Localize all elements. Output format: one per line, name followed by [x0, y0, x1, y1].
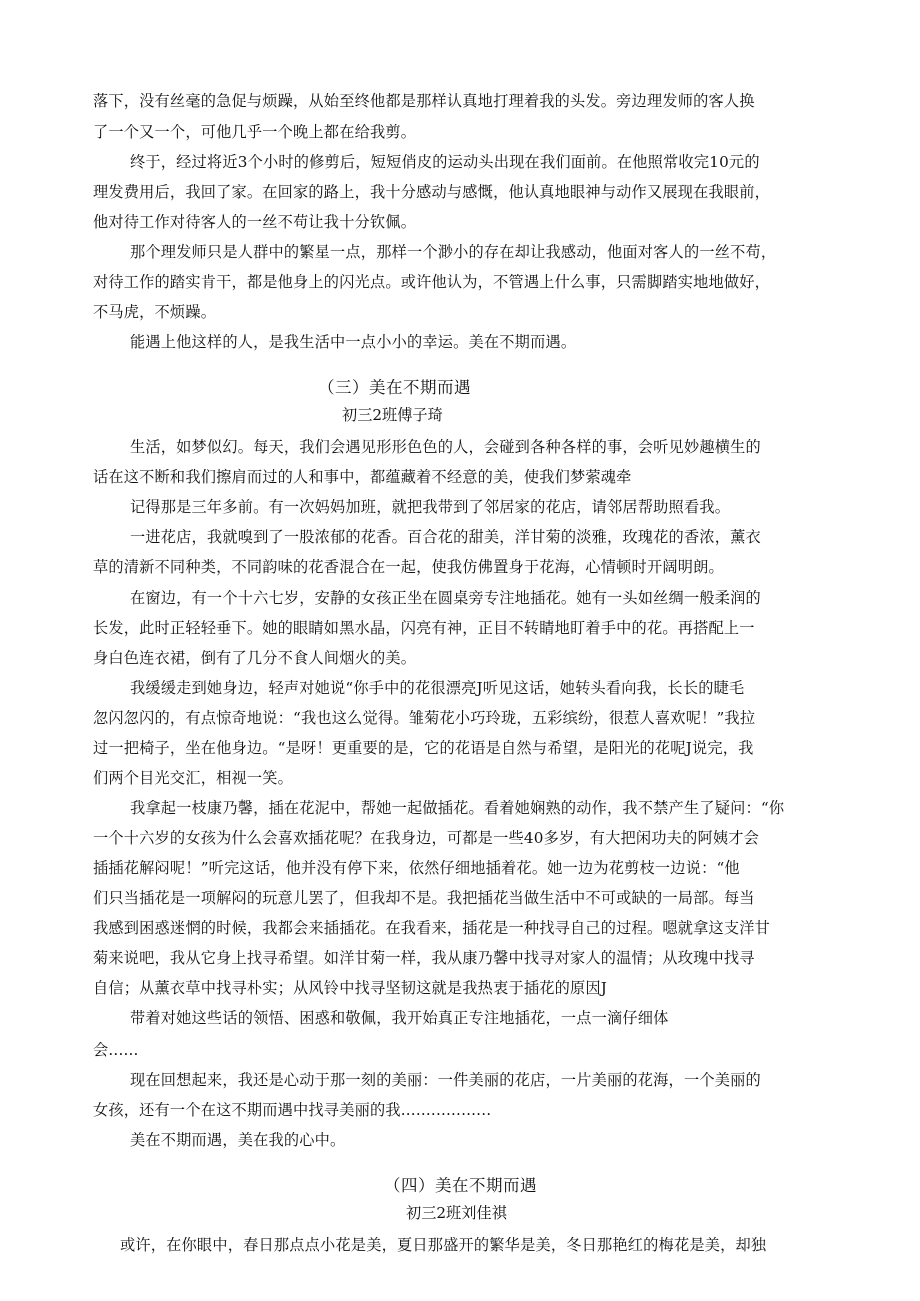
paragraph-line: 过一把椅子，坐在他身边。“是呀！更重要的是，它的花语是自然与希望，是阳光的花呢J说完，我 — [93, 739, 754, 757]
paragraph-line: 自信；从薰衣草中找寻朴实；从风铃中找寻坚韧这就是我热衷于插花的原因J — [93, 979, 608, 997]
paragraph-line: 们两个目光交汇，相视一笑。 — [93, 769, 294, 787]
paragraph-line: 理发费用后，我回了家。在回家的路上，我十分感动与感慨，他认真地眼神与动作又展现在我眼前， — [93, 183, 771, 201]
paragraph-line: 我拿起一枝康乃馨，插在花泥中，帮她一起做插花。看着她娴熟的动作，我不禁产生了疑问：“你 — [130, 799, 785, 817]
paragraph-line: 他对待工作对待客人的一丝不苟让我十分钦佩。 — [93, 213, 417, 231]
paragraph-line: 不马虎，不烦躁。 — [93, 303, 217, 321]
paragraph-line: 一个十六岁的女孩为什么会喜欢插花呢？在我身边，可都是一些40多岁，有大把闲功夫的阿姨才会 — [93, 829, 760, 847]
paragraph-line: 带着对她这些话的领悟、困惑和敬佩，我开始真正专注地插花，一点一滴仔细体 — [130, 1009, 669, 1027]
paragraph-line: 那个理发师只是人群中的繁星一点，那样一个渺小的存在却让我感动，他面对客人的一丝不苟， — [130, 243, 777, 261]
paragraph-line: 记得那是三年多前。有一次妈妈加班，就把我带到了邻居家的花店，请邻居帮助照看我。 — [130, 498, 731, 516]
paragraph-line: 长发，此时正轻轻垂下。她的眼睛如黑水晶，闪亮有神，正目不转睛地盯着手中的花。再搭配上一 — [93, 619, 755, 637]
paragraph-line: 话在这不断和我们擦肩而过的人和事中，都蕴藏着不经意的美，使我们梦萦魂牵 — [93, 468, 632, 486]
paragraph-line: 会...... — [93, 1041, 139, 1059]
paragraph-line: 落下，没有丝毫的急促与烦躁，从始至终他都是那样认真地打理着我的头发。旁边理发师的客人换 — [93, 92, 755, 110]
section-author: 初三2班傅子琦 — [342, 406, 443, 424]
section-author: 初三2班刘佳祺 — [406, 1204, 507, 1222]
paragraph-line: 或许，在你眼中，春日那点点小花是美，夏日那盛开的繁华是美，冬日那艳红的梅花是美，却独 — [120, 1236, 767, 1254]
paragraph-line: 美在不期而遇，美在我的心中。 — [130, 1131, 346, 1149]
paragraph-line: 终于，经过将近3个小时的修剪后，短短俏皮的运动头出现在我们面前。在他照常收完10元的 — [130, 153, 760, 171]
section-title: （四）美在不期而遇 — [384, 1176, 537, 1195]
paragraph-line: 了一个又一个，可他几乎一个晚上都在给我剪。 — [93, 123, 417, 141]
section-title: （三）美在不期而遇 — [318, 378, 471, 397]
paragraph-line: 现在回想起来，我还是心动于那一刻的美丽：一件美丽的花店，一片美丽的花海，一个美丽的 — [130, 1071, 761, 1089]
paragraph-line: 能遇上他这样的人，是我生活中一点小小的幸运。美在不期而遇。 — [130, 333, 577, 351]
paragraph-line: 身白色连衣裙，倒有了几分不食人间烟火的美。 — [93, 649, 417, 667]
paragraph-line: 草的清新不同种类，不同韵味的花香混合在一起，使我仿佛置身于花海，心情顿时开阔明朗。 — [93, 558, 724, 576]
paragraph-line: 忽闪忽闪的，有点惊奇地说：“我也这么觉得。雏菊花小巧玲珑，五彩缤纷，很惹人喜欢呢！”我拉 — [93, 709, 756, 727]
paragraph-line: 生活，如梦似幻。每天，我们会遇见形形色色的人，会碰到各种各样的事，会听见妙趣横生的 — [130, 438, 761, 456]
paragraph-line: 在窗边，有一个十六七岁，安静的女孩正坐在圆桌旁专注地插花。她有一头如丝绸一般柔润的 — [130, 589, 761, 607]
paragraph-line: 们只当插花是一项解闷的玩意儿罢了，但我却不是。我把插花当做生活中不可或缺的一局部。每当 — [93, 889, 755, 907]
paragraph-line: 我缓缓走到她身边，轻声对她说“你手中的花很漂亮J听见这话，她转头看向我，长长的睫毛 — [130, 679, 745, 697]
paragraph-line: 插插花解闷呢！”听完这话，他并没有停下来，依然仔细地插着花。她一边为花剪枝一边说：“他 — [93, 859, 740, 877]
paragraph-line: 一进花店，我就嗅到了一股浓郁的花香。百合花的甜美，洋甘菊的淡雅，玫瑰花的香浓，薰衣 — [130, 528, 761, 546]
paragraph-line: 女孩，还有一个在这不期而遇中找寻美丽的我.................. — [93, 1101, 492, 1119]
paragraph-line: 菊来说吧，我从它身上找寻希望。如洋甘菊一样，我从康乃馨中找寻对家人的温情；从玫瑰中找寻 — [93, 949, 755, 967]
paragraph-line: 我感到困惑迷惘的时候，我都会来插插花。在我看来，插花是一种找寻自己的过程。嗯就拿这支洋甘 — [93, 919, 771, 937]
paragraph-line: 对待工作的踏实肯干，都是他身上的闪光点。或许他认为，不管遇上什么事，只需脚踏实地地做好， — [93, 273, 771, 291]
